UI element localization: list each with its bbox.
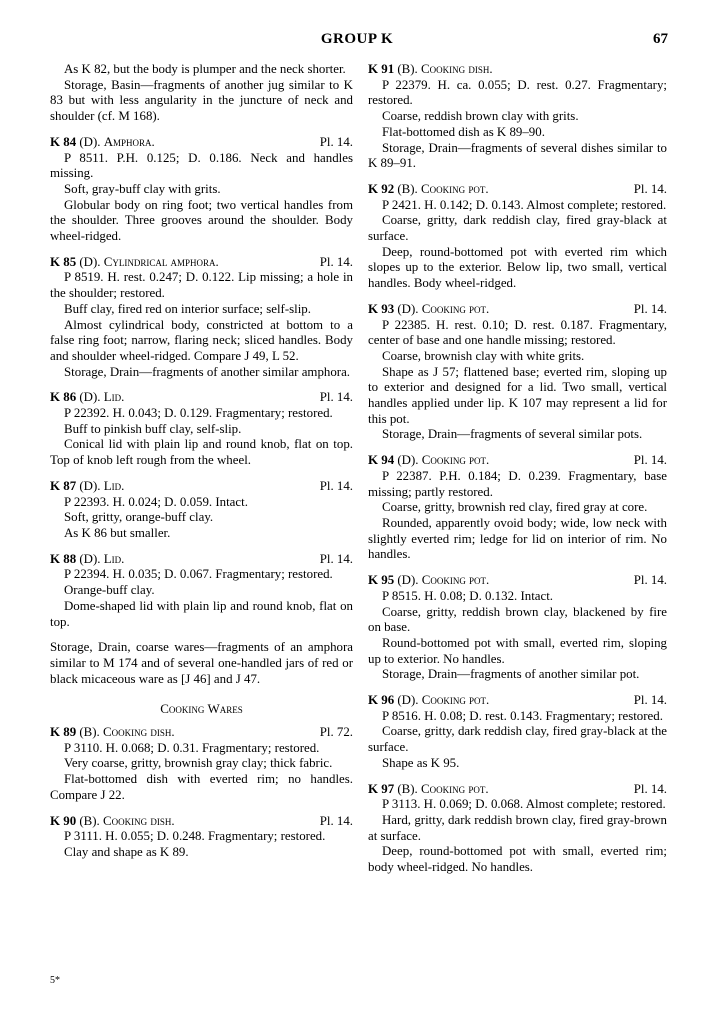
entry-name: Cooking pot. [421,301,490,316]
entry-name: Cooking pot. [421,453,490,468]
entry-paragraph: Dome-shaped lid with plain lip and round knob, flat on top. [50,598,353,629]
entry-id: K 96 [368,693,395,708]
entry-paragraph: Soft, gray-buff clay with grits. [64,181,221,196]
entry-heading [368,782,667,798]
entry-name: Lid. [103,390,125,405]
entry-plate: Pl. 14. [633,781,667,796]
entry-heading [50,390,353,406]
entry-heading-left [368,573,489,589]
catalogue-entry [368,693,667,772]
entry-paragraph: P 22392. H. 0.043; D. 0.129. Fragmentary; restored. [64,406,333,421]
entry-paragraph: P 22393. H. 0.024; D. 0.059. Intact. [64,494,248,509]
entry-paragraph: Almost cylindrical body, constricted at bottom to a false ring foot; narrow, flaring neck; sliced handles. Body and shoulder wheel-ridged. Compare J 49, L 52. [50,317,353,363]
entry-paragraph: Rounded, apparently ovoid body; wide, low neck with slightly everted rim; ledge for lid on interior of rim. No handles. [368,515,667,562]
entry-plate: Pl. 14. [319,478,353,493]
entry-heading-left [368,693,489,709]
entry-heading [368,453,667,469]
entry-plate: Pl. 14. [319,551,353,566]
entry-paragraph: Coarse, gritty, dark reddish clay, fired gray-black at the surface. [368,724,667,755]
entry-name: Cooking pot. [421,573,490,588]
entry-deposit: (B). [79,725,100,740]
entry-heading [50,479,353,495]
entry-paragraph: Globular body on ring foot; two vertical handles from the shoulder. Three grooves around the shoulder. Body wheel-ridged. [50,197,353,244]
entry-name: Cooking dish. [103,725,175,740]
entry-heading-left [50,814,175,830]
entry-plate: Pl. 14. [319,390,353,405]
entry-deposit: (D). [79,254,101,269]
entry-paragraph: Hard, gritty, dark reddish brown clay, fired gray-brown at surface. [368,812,667,843]
entry-paragraph: Coarse, gritty, reddish brown clay, blackened by fire on base. [368,604,667,635]
entry-deposit: (D). [79,134,101,149]
entry-plate: Pl. 14. [633,453,667,468]
entry-plate: Pl. 14. [633,181,667,196]
entry-heading-left [50,725,175,741]
entry-heading-left [368,302,489,318]
entry-id: K 85 [50,254,77,269]
entry-heading-left [50,552,124,568]
catalogue-entry [50,135,353,245]
entry-id: K 86 [50,390,77,405]
entry-heading-left [50,479,124,495]
entry-name: Cooking dish. [421,62,493,76]
entry-name: Lid. [103,551,125,566]
entry-name: Amphora. [103,134,155,149]
entry-paragraph: P 22385. H. rest. 0.10; D. rest. 0.187. Fragmentary, center of base and one handle missing; restored. [368,317,667,348]
entry-paragraph: Orange-buff clay. [64,583,155,598]
section-heading: Cooking Wares [160,701,243,717]
entry-paragraph: Clay and shape as K 89. [64,844,189,859]
entry-name: Cooking dish. [103,813,175,828]
entry-heading [368,693,667,709]
catalogue-entry [368,62,667,172]
entry-paragraph: P 8516. H. 0.08; D. rest. 0.143. Fragmentary; restored. [382,708,663,723]
entry-deposit: (B). [397,781,418,796]
catalogue-entry [368,782,667,876]
entry-paragraph: Flat-bottomed dish with everted rim; no handles. Compare J 22. [50,772,353,802]
entry-paragraph: P 3111. H. 0.055; D. 0.248. Fragmentary; restored. [64,829,326,844]
entry-paragraph: Flat-bottomed dish as K 89–90. [382,124,545,139]
entry-heading-left [50,390,124,406]
page-header [0,28,714,52]
entry-paragraph: Deep, round-bottomed pot with everted rim which slopes up to the exterior. Below lip, two small, vertical handles. Body wheel-ridged. [368,244,667,291]
catalogue-entry [50,390,353,469]
entry-id: K 93 [368,301,395,316]
signature-mark: 5* [50,975,60,986]
entry-id: K 87 [50,478,77,493]
entry-heading [368,573,667,589]
entry-paragraph: P 22394. H. 0.035; D. 0.067. Fragmentary; restored. [64,567,333,582]
storage-note: Storage, Drain, coarse wares—fragments of an amphora similar to M 174 and of several one-handled jars of red or black micaceous ware as [J 46] and J 47. [50,640,353,686]
entry-paragraph: Buff clay, fired red on interior surface; self-slip. [64,301,311,316]
entry-paragraph: Shape as K 95. [382,755,460,770]
catalogue-entry [50,814,353,861]
entry-paragraph: Coarse, reddish brown clay with grits. [382,109,579,124]
catalogue-entries-left-2 [50,725,353,861]
entry-deposit: (D). [79,551,101,566]
catalogue-entry [368,182,667,292]
right-column [368,62,667,886]
entry-deposit: (D). [397,301,419,316]
entry-paragraph: P 8515. H. 0.08; D. 0.132. Intact. [382,588,554,603]
entry-paragraph: P 2421. H. 0.142; D. 0.143. Almost complete; restored. [382,197,667,212]
entry-paragraph: Storage, Drain—fragments of another similar pot. [382,667,640,682]
entry-heading [50,814,353,830]
entry-name: Cooking pot. [421,693,490,708]
entry-deposit: (D). [397,573,419,588]
intro-block [50,62,353,125]
entry-id: K 84 [50,134,77,149]
entry-id: K 92 [368,181,395,196]
entry-paragraph: Conical lid with plain lip and round knob, flat on top. Top of knob left rough from the wheel. [50,437,353,468]
catalogue-entry [50,552,353,631]
entry-paragraph: Buff to pinkish buff clay, self-slip. [64,421,242,436]
entry-deposit: (D). [397,693,419,708]
entry-paragraph: Storage, Drain—fragments of another similar amphora. [64,364,351,379]
entry-heading [50,725,353,741]
entry-plate: Pl. 14. [633,573,667,588]
intro-paragraph: Storage, Basin—fragments of another jug similar to K 83 but with less angularity in the juncture of neck and shoulder (cf. M 168). [50,77,353,124]
catalogue-entry [368,573,667,683]
entry-deposit: (D). [397,453,419,468]
running-title: GROUP K [320,31,394,47]
catalogue-entry [368,453,667,563]
catalogue-entry [50,255,353,381]
entry-plate: Pl. 14. [633,693,667,708]
entry-heading-left [368,453,489,469]
entry-heading [50,135,353,151]
entry-heading-left [368,62,493,78]
entry-heading [50,552,353,568]
entry-deposit: (B). [397,62,418,76]
entry-deposit: (D). [79,390,101,405]
entry-plate: Pl. 14. [633,301,667,316]
entry-heading [368,182,667,198]
catalogue-entries-right [368,62,667,876]
entry-id: K 89 [50,725,77,740]
entry-paragraph: P 3110. H. 0.068; D. 0.31. Fragmentary; restored. [64,740,320,755]
entry-paragraph: Coarse, gritty, dark reddish clay, fired gray-black at surface. [368,213,667,244]
entry-heading [50,255,353,271]
page-number: 67 [653,31,668,47]
intro-paragraph: As K 82, but the body is plumper and the neck shorter. [64,62,346,76]
entry-paragraph: Coarse, brownish clay with white grits. [382,348,585,363]
catalogue-entry [50,479,353,542]
entry-paragraph: As K 86 but smaller. [64,525,171,540]
entry-paragraph: P 8511. P.H. 0.125; D. 0.186. Neck and handles missing. [50,150,353,181]
catalogue-entries-left [50,135,353,630]
entry-heading-left [50,255,219,271]
entry-heading [368,62,667,78]
entry-id: K 95 [368,573,395,588]
entry-heading-left [368,782,489,798]
entry-plate: Pl. 14. [319,134,353,149]
entry-paragraph: Storage, Drain—fragments of several dishes similar to K 89–91. [368,140,667,171]
entry-paragraph: P 3113. H. 0.069; D. 0.068. Almost complete; restored. [382,797,666,812]
entry-heading-left [368,182,489,198]
entry-heading-left [50,135,155,151]
entry-id: K 97 [368,781,395,796]
entry-heading [368,302,667,318]
entry-paragraph: P 22387. P.H. 0.184; D. 0.239. Fragmentary, base missing; partly restored. [368,468,667,499]
entry-paragraph: Shape as J 57; flattened base; everted rim, sloping up to exterior and designed for a lid. Two small, vertical handles applied under lip. K 107 may represent a lid for this pot. [368,364,667,426]
entry-paragraph: P 22379. H. ca. 0.055; D. rest. 0.27. Fragmentary; restored. [368,77,667,108]
catalogue-entry [50,725,353,804]
entry-paragraph: Very coarse, gritty, brownish gray clay; thick fabric. [64,756,333,771]
entry-name: Lid. [103,478,125,493]
entry-id: K 94 [368,453,395,468]
entry-paragraph: Deep, round-bottomed pot with small, everted rim; body wheel-ridged. No handles. [368,844,667,875]
entry-deposit: (D). [79,478,101,493]
catalogue-entry [368,302,667,443]
entry-deposit: (B). [397,181,418,196]
entry-plate: Pl. 14. [319,254,353,269]
entry-name: Cooking pot. [421,181,489,196]
entry-plate: Pl. 14. [319,813,353,828]
entry-name: Cylindrical amphora. [103,254,219,269]
entry-paragraph: Soft, gritty, orange-buff clay. [64,510,214,525]
entry-paragraph: Round-bottomed pot with small, everted rim, sloping up to exterior. No handles. [368,635,667,666]
entry-plate: Pl. 72. [319,725,353,740]
entry-paragraph: Coarse, gritty, brownish red clay, fired gray at core. [382,500,648,515]
entry-deposit: (B). [79,813,100,828]
entry-name: Cooking pot. [421,781,489,796]
entry-paragraph: Storage, Drain—fragments of several similar pots. [382,427,643,442]
entry-id: K 91 [368,62,395,76]
entry-id: K 90 [50,813,77,828]
entry-id: K 88 [50,551,77,566]
entry-paragraph: P 8519. H. rest. 0.247; D. 0.122. Lip missing; a hole in the shoulder; restored. [50,270,353,301]
left-column [50,62,353,871]
